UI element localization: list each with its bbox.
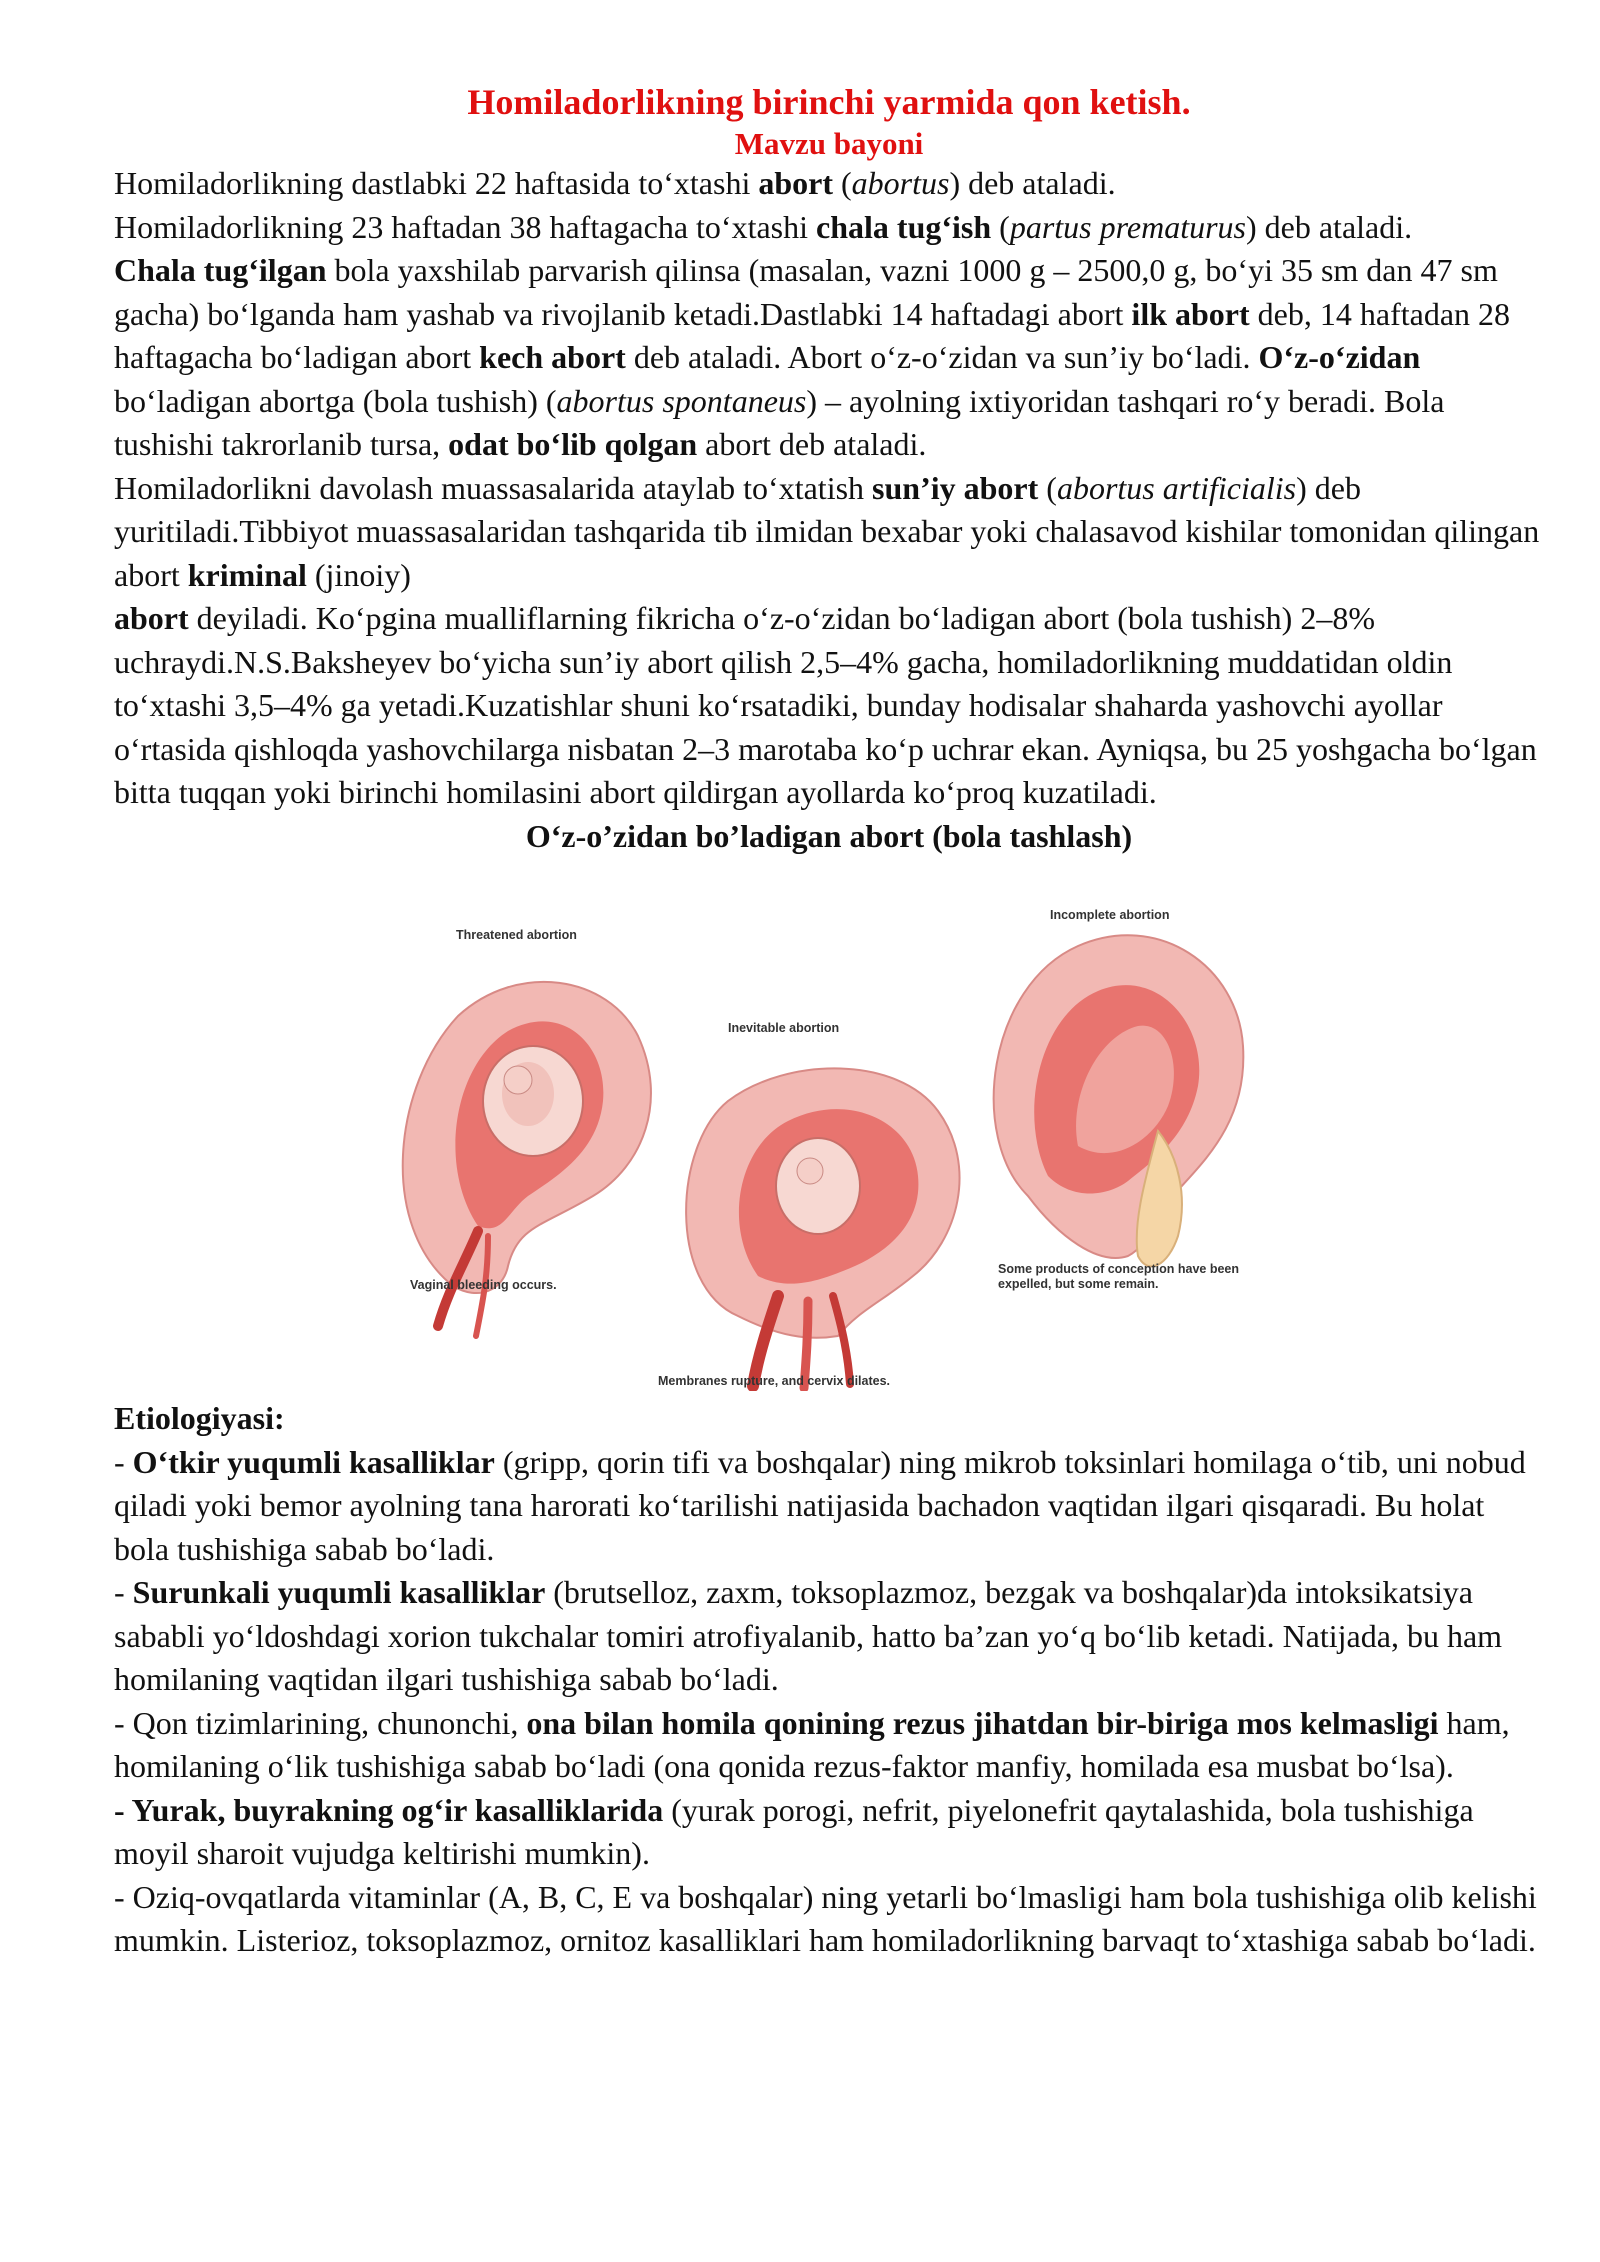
section-title-spontaneous-abortion: O‘z-o’zidan bo’ladigan abort (bola tashlash) <box>525 817 1133 854</box>
paragraph-artificial-abort: Homiladorlikni davolash muassasalarida ataylab to‘xtatish sun’iy abort (abortus artificialis) deb yuritiladi.Tibbiyot muassasalaridan tashqarida tib ilmidan bexabar yoki chalasavod kishilar tomonidan qilingan abort kriminal (jinoiy) <box>114 469 1540 593</box>
caption-incomplete-abortion-line2: expelled, but some remain. <box>998 1277 1159 1291</box>
etiology-item-rh-incompatibility: - Qon tizimlarining, chunonchi, ona bilan homila qonining rezus jihatdan bir-biriga mos kelmasligi ham, homilaning o‘lik tushishiga sabab bo‘ladi (ona qonida rezus-faktor manfiy, homilada esa musbat bo‘lsa). <box>114 1704 1510 1784</box>
page-subtitle: Mavzu bayoni <box>734 126 924 161</box>
paragraph-premature-birth: Homiladorlikning 23 haftadan 38 haftagacha to‘xtashi chala tug‘ish (partus prematurus) deb ataladi. <box>114 208 1413 245</box>
etiology-item-chronic-infections: - Surunkali yuqumli kasalliklar (brutselloz, zaxm, toksoplazmoz, bezgak va boshqalar)da intoksikatsiya sababli yo‘ldoshdagi xorion tukchalar tomiri atrofiyalanib, hatto ba’zan yo‘q bo‘lib ketadi. Natijada, bu ham homilaning vaqtidan ilgari tushishiga sabab bo‘ladi. <box>114 1574 1503 1697</box>
label-threatened-abortion: Threatened abortion <box>456 928 577 942</box>
abortion-types-illustration <box>338 896 1318 1391</box>
document-page <box>114 80 1544 1963</box>
caption-incomplete-abortion-line1: Some products of conception have been <box>998 1262 1240 1276</box>
incomplete-abortion-uterus <box>994 935 1244 1266</box>
caption-threatened-abortion: Vaginal bleeding occurs. <box>410 1278 557 1292</box>
uterus-diagrams <box>338 896 1318 1391</box>
inevitable-abortion-uterus <box>686 1068 959 1388</box>
term-abort: abort <box>758 165 833 201</box>
paragraph-abort-definition: Homiladorlikning dastlabki 22 haftasida to‘xtashi abort (abortus) deb ataladi. <box>114 165 1116 201</box>
etiology-item-acute-infections: - O‘tkir yuqumli kasalliklar (gripp, qorin tifi va boshqalar) ning mikrob toksinlari homilaga o‘tib, uni nobud qiladi yoki bemor ayolning tana harorati ko‘tarilishi natijasida bachadon vaqtidan ilgari qisqaradi. Bu holat bola tushishiga sabab bo‘ladi. <box>114 1443 1526 1567</box>
paragraph-abort-types: Chala tug‘ilgan bola yaxshilab parvarish qilinsa (masalan, vazni 1000 g – 2500,0 g, bo‘yi 35 sm dan 47 sm gacha) bo‘lganda ham yashab va rivojlanib ketadi.Dastlabki 14 haftadagi abort ilk abort deb, 14 haftadan 28 haftagacha bo‘ladigan abort kech abort deb ataladi. Abort o‘z-o‘zidan va sun’iy bo‘ladi. O‘z-o‘zidan bo‘ladigan abortga (bola tushish) (abortus spontaneus) – ayolning ixtiyoridan tashqari ro‘y beradi. Bola tushishi takrorlanib tursa, odat bo‘lib qolgan abort deb ataladi. <box>114 252 1511 462</box>
page-title: Homiladorlikning birinchi yarmida qon ketish. <box>467 82 1191 122</box>
etiology-item-heart-kidney: - Yurak, buyrakning og‘ir kasalliklarida (yurak porogi, nefrit, piyelonefrit qaytalashida, bola tushishiga moyil sharoit vujudga keltirishi mumkin). <box>114 1791 1474 1871</box>
term-partus-prematurus: partus prematurus <box>1009 208 1246 245</box>
caption-inevitable-abortion: Membranes rupture, and cervix dilates. <box>658 1374 891 1388</box>
etiology-heading: Etiologiyasi: <box>114 1400 285 1436</box>
label-inevitable-abortion: Inevitable abortion <box>728 1021 840 1035</box>
label-incomplete-abortion: Incomplete abortion <box>1050 908 1170 922</box>
term-abortus: abortus <box>851 165 950 201</box>
paragraph-statistics: abort deyiladi. Ko‘pgina mualliflarning fikricha o‘z-o‘zidan bo‘ladigan abort (bola tushish) 2–8% uchraydi.N.S.Baksheyev bo‘yicha sun’iy abort qilish 2,5–4% gacha, homiladorlikning muddatidan oldin to‘xtashi 3,5–4% ga yetadi.Kuzatishlar shuni ko‘rsatadiki, bunday hodisalar shaharda yashovchi ayollar o‘rtasida qishloqda yashovchilarga nisbatan 2–3 marotaba ko‘p uchrar ekan. Ayniqsa, bu 25 yoshgacha bo‘lgan bitta tuqqan yoki birinchi homilasini abort qildirgan ayollarda ko‘proq kuzatiladi. <box>114 600 1537 810</box>
etiology-item-vitamins: - Oziq-ovqatlarda vitaminlar (A, B, C, E va boshqalar) ning yetarli bo‘lmasligi ham bola tushishiga olib kelishi mumkin. Listerioz, toksoplazmoz, ornitoz kasalliklari ham homiladorlikning barvaqt to‘xtashiga sabab bo‘ladi. <box>114 1878 1537 1958</box>
term-chala-tugish: chala tug‘ish <box>816 208 992 245</box>
